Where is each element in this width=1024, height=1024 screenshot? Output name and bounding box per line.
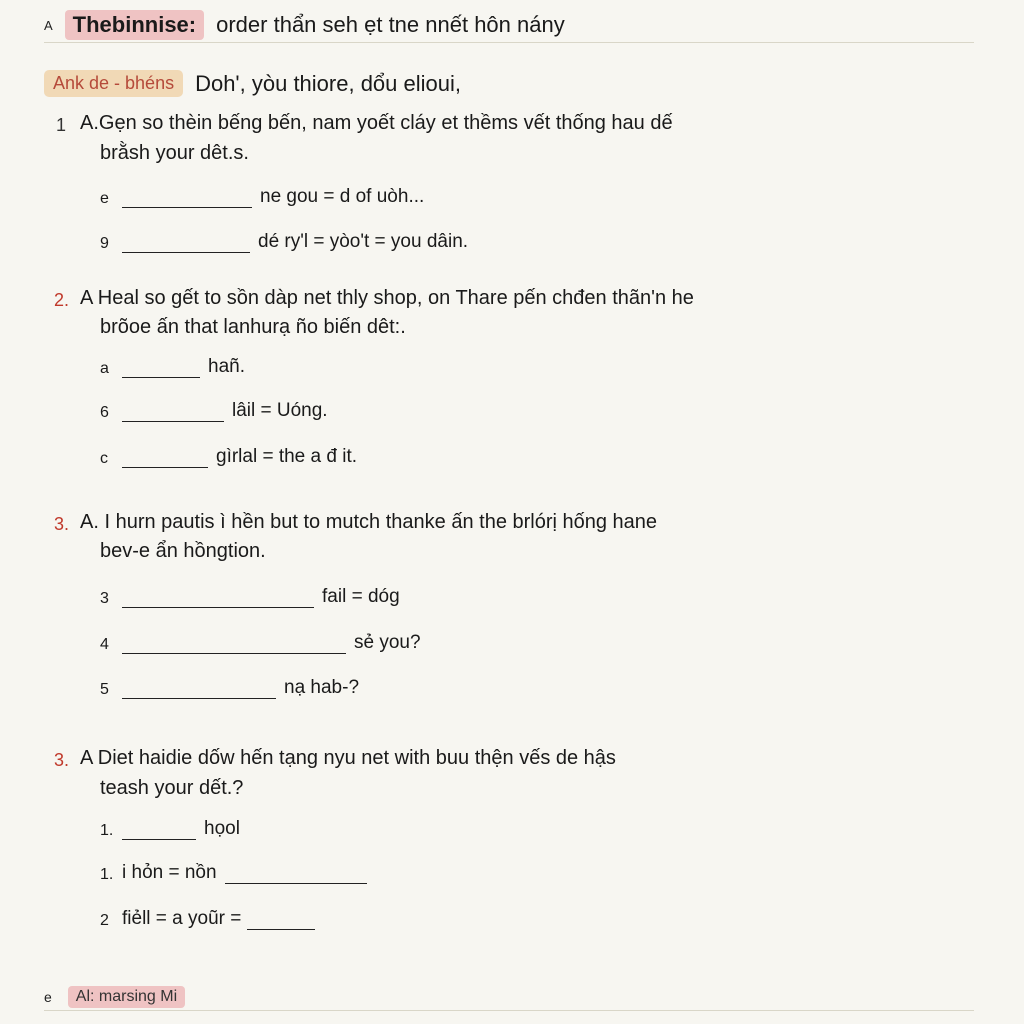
item-text: hañ. (208, 356, 245, 377)
answer-item (100, 400, 328, 422)
answer-blank[interactable] (122, 449, 208, 468)
header-badge: Thebinnise: (65, 10, 204, 40)
item-marker: e (100, 190, 109, 207)
question-text-line1: A Heal so gết to sồn dàp net thly shop, on Thare pến chđen thãn'n he (80, 287, 694, 309)
answer-item (100, 186, 424, 208)
question-number: 2. (54, 290, 70, 310)
footer-badge: Al: marsing Mi (68, 986, 185, 1008)
question-text-line1: A Diet haidie dốw hến tạng nyu net with buu thện vếs de hậs (80, 747, 616, 769)
item-marker: 6 (100, 404, 109, 421)
item-marker: 3 (100, 590, 109, 607)
item-marker: 9 (100, 235, 109, 252)
answer-blank[interactable] (122, 589, 314, 608)
item-text: fiẻll = a yoũr = (122, 908, 242, 929)
question-text-line1: A. I hurn pautis ì hền but to mutch thanke ấn the brlórị hống hane (80, 511, 658, 533)
worksheet-footer (44, 984, 974, 1011)
item-marker: 1. (100, 822, 114, 839)
question-text-line1: A.Gẹn so thèin bếng bến, nam yoết cláy et thềms vết thống hau dế (80, 112, 673, 134)
answer-item (100, 862, 375, 884)
answer-item (100, 908, 323, 930)
question-text-line2: bev-e ẩn hồngtion. (100, 540, 266, 562)
item-marker: 5 (100, 681, 109, 698)
question-number: 3. (54, 514, 70, 534)
item-marker: a (100, 360, 109, 377)
answer-blank[interactable] (225, 865, 367, 884)
answer-blank[interactable] (122, 359, 200, 378)
answer-item (100, 677, 359, 699)
greeting-badge: Ank de - bhéns (44, 70, 183, 97)
answer-blank[interactable] (122, 403, 224, 422)
item-marker: 4 (100, 636, 109, 653)
question-text-line2: brằsh your dêt.s. (100, 142, 249, 164)
answer-blank[interactable] (122, 234, 250, 253)
footer-marker: e (44, 989, 52, 1005)
item-text: họol (204, 818, 240, 839)
greeting-text: Doh', yòu thiore, dổu elioui, (195, 70, 462, 96)
item-text: ne gou = d of uòh... (260, 186, 425, 207)
item-text: lâil = Uóng. (232, 400, 328, 421)
answer-blank[interactable] (122, 821, 196, 840)
answer-item (100, 446, 357, 468)
item-marker: 2 (100, 912, 109, 929)
worksheet-header (44, 8, 974, 43)
question-text-line2: teash your dết.? (100, 777, 244, 799)
answer-item (100, 356, 245, 378)
item-marker: 1. (100, 866, 114, 883)
item-text: i hỏn = nồn (122, 862, 217, 883)
answer-item (100, 586, 400, 608)
item-text: sẻ you? (354, 632, 421, 653)
answer-item (100, 818, 240, 840)
answer-item (100, 632, 421, 654)
question-number: 1 (56, 115, 67, 135)
item-text: nạ hab-? (284, 677, 360, 698)
item-marker: c (100, 450, 108, 467)
answer-blank[interactable] (122, 189, 252, 208)
answer-blank[interactable] (122, 680, 276, 699)
item-text: dé ry'l = yòo't = you dâin. (258, 231, 469, 252)
answer-blank[interactable] (122, 635, 346, 654)
item-text: fail = dóg (322, 586, 400, 607)
answer-blank[interactable] (247, 911, 315, 930)
page-title: order thẩn seh ẹt tne nnết hôn nány (216, 12, 565, 37)
question-text-line2: brõoe ấn that lanhurạ ño biến dêt:. (100, 316, 406, 338)
question-number: 3. (54, 750, 70, 770)
header-marker: A (44, 17, 53, 33)
greeting-row (44, 70, 461, 97)
answer-item (100, 231, 468, 253)
item-text: gìrlal = the a đ it. (216, 446, 357, 467)
